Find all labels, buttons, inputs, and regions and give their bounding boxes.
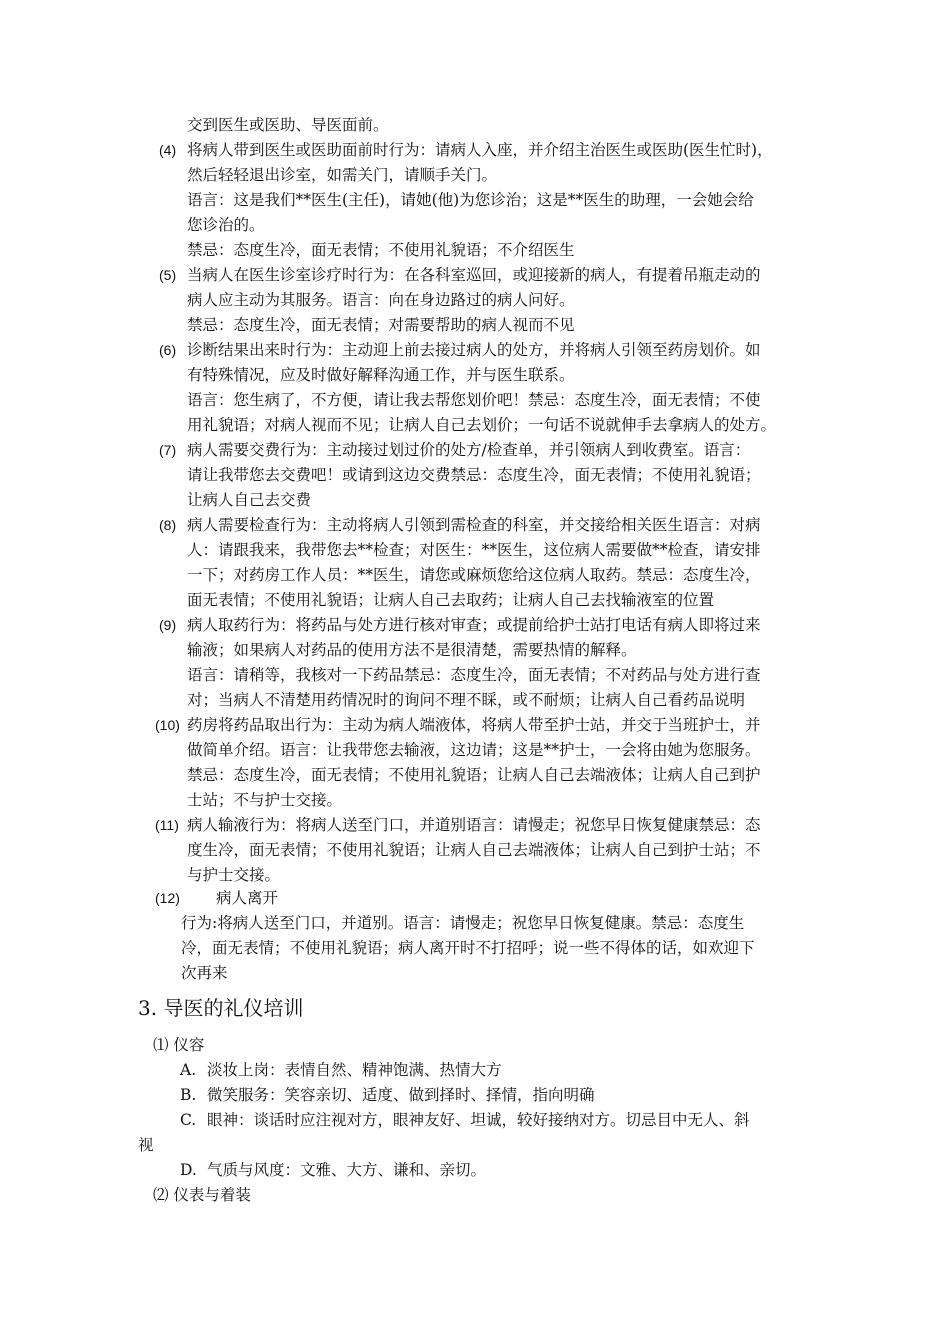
section-item-label-c: C. [180, 1111, 197, 1129]
item-number-10: (10) [155, 717, 180, 733]
item-6-line-4: 用礼貌语；对病人视而不见；让病人自己去划价；一句话不说就伸手去拿病人的处方。 [187, 416, 777, 434]
item-number-5: (5) [159, 267, 177, 283]
subsection-2: ⑵ 仪表与着装 [153, 1186, 251, 1204]
item-12-title: 病人离开 [216, 889, 279, 907]
item-number-9: (9) [159, 617, 177, 633]
item-8-line-4: 面无表情；不使用礼貌语；让病人自己去取药；让病人自己去找输液室的位置 [187, 591, 715, 609]
item-5-line-3: 禁忌：态度生冷，面无表情；对需要帮助的病人视而不见 [187, 316, 575, 334]
item-10-line-2: 做简单介绍。语言：让我带您去输液，这边请；这是**护士，一会将由她为您服务。 [187, 741, 761, 759]
item-6-line-1: 诊断结果出来时行为：主动迎上前去接过病人的处方，并将病人引领至药房划价。如 [187, 341, 761, 359]
item-number-12: (12) [155, 890, 180, 906]
section-item-c: 眼神：谈话时应注视对方，眼神友好、坦诚，较好接纳对方。切忌目中无人、斜 [207, 1111, 750, 1129]
item-6-line-3: 语言：您生病了，不方便，请让我去帮您划价吧！禁忌：态度生冷，面无表情；不使 [187, 391, 761, 409]
item-8-line-3: 一下；对药房工作人员：**医生，请您或麻烦您给这位病人取药。禁忌：态度生冷， [187, 566, 761, 584]
item-7-line-1: 病人需要交费行为：主动接过划过价的处方/检查单，并引领病人到收费室。语言： [187, 441, 751, 459]
item-10-line-4: 士站；不与护士交接。 [187, 791, 343, 809]
item-4-line-5: 禁忌：态度生冷，面无表情；不使用礼貌语；不介绍医生 [187, 241, 575, 259]
item-9-line-3: 语言：请稍等，我核对一下药品禁忌：态度生冷，面无表情；不对药品与处方进行查 [187, 666, 761, 684]
section-item-label-a: A. [180, 1061, 197, 1079]
item-number-4: (4) [159, 142, 177, 158]
item-number-8: (8) [159, 517, 177, 533]
item-11-line-1: 病人输液行为：将病人送至门口，并道别语言：请慢走；祝您早日恢复健康禁忌：态 [187, 816, 761, 834]
item-10-line-1: 药房将药品取出行为：主动为病人端液体，将病人带至护士站，并交于当班护士，并 [187, 716, 761, 734]
section-item-c-cont: 视 [138, 1136, 154, 1154]
item-12-line-1: 行为:将病人送至门口，并道别。语言：请慢走；祝您早日恢复健康。禁忌：态度生 [181, 914, 745, 932]
subsection-1: ⑴ 仪容 [153, 1036, 205, 1054]
item-4-line-1: 将病人带到医生或医助面前时行为：请病人入座，并介绍主治医生或医助(医生忙时)， [187, 141, 773, 159]
item-10-line-3: 禁忌：态度生冷，面无表情；不使用礼貌语；让病人自己去端液体；让病人自己到护 [187, 766, 761, 784]
item-6-line-2: 有特殊情况，应及时做好解释沟通工作，并与医生联系。 [187, 366, 575, 384]
section-item-label-b: B. [180, 1086, 197, 1104]
item-number-11: (11) [155, 817, 179, 833]
item-number-7: (7) [159, 442, 177, 458]
item-9-line-4: 对；当病人不清楚用药情况时的询问不理不睬，或不耐烦；让病人自己看药品说明 [187, 691, 746, 709]
item-4-line-4: 您诊治的。 [187, 216, 265, 234]
item-11-line-2: 度生冷，面无表情；不使用礼貌语；让病人自己去端液体；让病人自己到护士站；不 [187, 841, 761, 859]
item-9-line-2: 输液；如果病人对药品的使用方法不是很清楚，需要热情的解释。 [187, 641, 637, 659]
item-number-6: (6) [159, 342, 177, 358]
section-item-label-d: D. [180, 1161, 197, 1179]
item-8-line-1: 病人需要检查行为：主动将病人引领到需检查的科室，并交接给相关医生语言：对病 [187, 516, 761, 534]
item-9-line-1: 病人取药行为：将药品与处方进行核对审查；或提前给护士站打电话有病人即将过来 [187, 616, 761, 634]
section-item-d: 气质与风度：文雅、大方、谦和、亲切。 [207, 1161, 487, 1179]
item-5-line-2: 病人应主动为其服务。语言：向在身边路过的病人问好。 [187, 291, 575, 309]
section-item-a: 淡妆上岗：表情自然、精神饱满、热情大方 [207, 1061, 502, 1079]
item-11-line-3: 与护士交接。 [187, 866, 281, 884]
item-7-line-2: 请让我带您去交费吧！或请到这边交费禁忌：态度生冷，面无表情；不使用礼貌语； [187, 466, 761, 484]
item-4-line-3: 语言：这是我们**医生(主任)，请她(他)为您诊治；这是**医生的助理，一会她会给 [187, 191, 754, 209]
item-8-line-2: 人：请跟我来，我带您去**检查；对医生：**医生，这位病人需要做**检查，请安排 [187, 541, 761, 559]
item-12-line-3: 次再来 [181, 964, 228, 982]
item-12-line-2: 冷，面无表情；不使用礼貌语；病人离开时不打招呼；说一些不得体的话，如欢迎下 [181, 939, 755, 957]
section-heading: 3. 导医的礼仪培训 [138, 996, 304, 1020]
item-4-line-2: 然后轻轻退出诊室，如需关门，请顺手关门。 [187, 166, 498, 184]
item-5-line-1: 当病人在医生诊室诊疗时行为：在各科室巡回，或迎接新的病人，有提着吊瓶走动的 [187, 266, 761, 284]
continuation-line: 交到医生或医助、导医面前。 [187, 116, 389, 134]
item-7-line-3: 让病人自己去交费 [187, 491, 312, 509]
section-item-b: 微笑服务：笑容亲切、适度、做到择时、择情，指向明确 [207, 1086, 595, 1104]
